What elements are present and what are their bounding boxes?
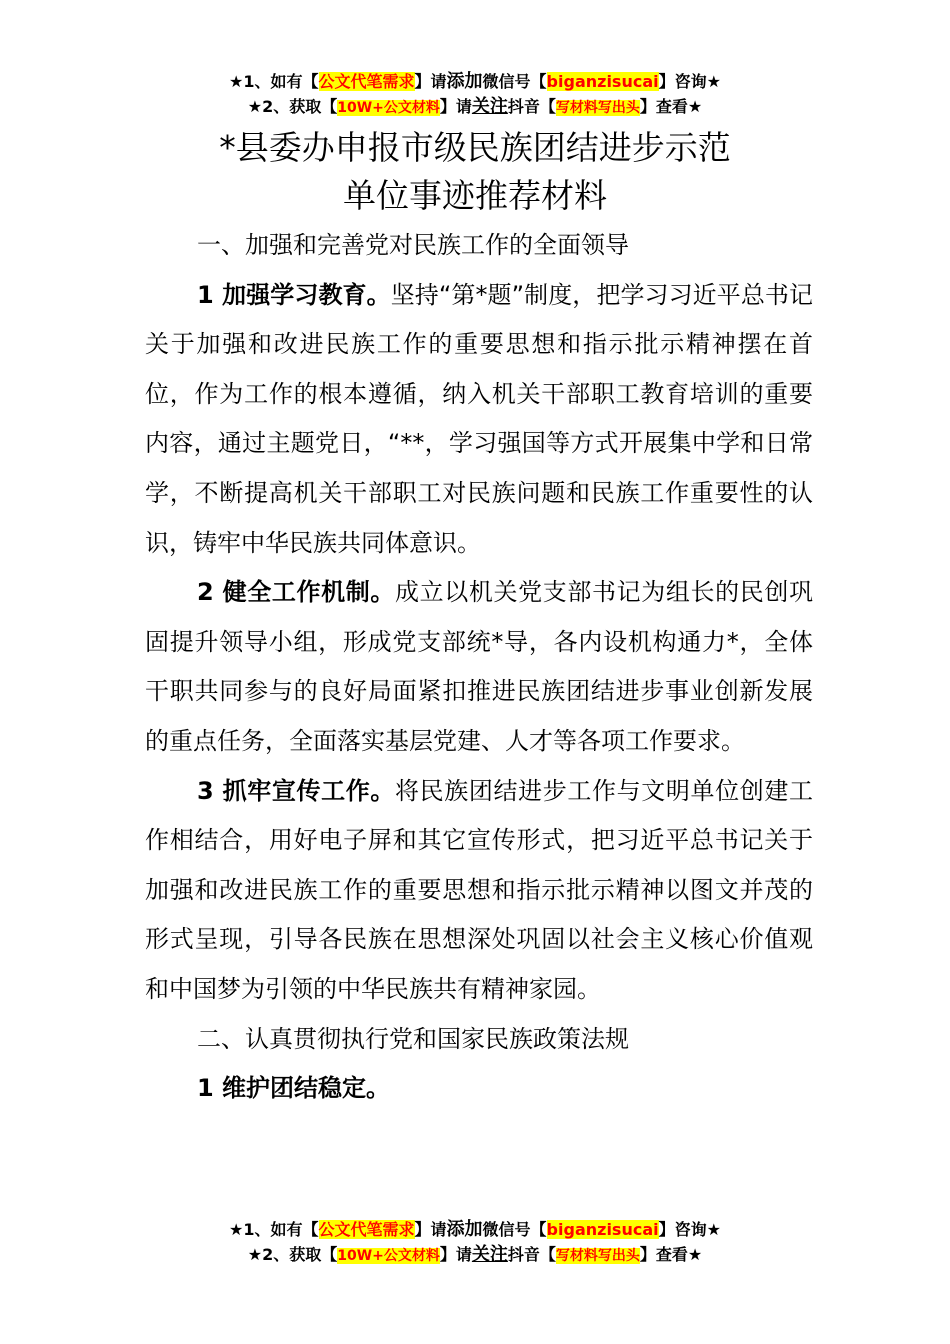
header-line2-mid2: 抖音【: [507, 97, 556, 116]
document-title-line-1: *县委办申报市级民族团结进步示范: [219, 128, 731, 167]
header-line2-mid1: 】请: [439, 97, 472, 116]
header-line1-mid2: 微信号【: [482, 72, 547, 91]
paragraph-4: [145, 1064, 813, 1114]
header-line1-suffix: 】咨询★: [658, 72, 721, 91]
footer-line2-mid2: 抖音【: [507, 1245, 556, 1264]
paragraph-2: [145, 568, 813, 766]
paragraph-1-lead: 1 加强学习教育。: [197, 280, 391, 309]
footer-line1-highlight-service: 公文代笔需求: [318, 1220, 415, 1239]
footer-ad-line-2: [0, 1243, 950, 1268]
header-ad-line-1: [0, 70, 950, 94]
paragraph-3: [145, 767, 813, 1015]
footer-line2-highlight-materials: 10W+公文材料: [337, 1248, 440, 1264]
paragraph-1-text: 坚持“第*题”制度，把学习习近平总书记关于加强和改进民族工作的重要思想和指示批示精神摆在首位，作为工作的根本遵循，纳入机关干部职工教育培训的重要内容，通过主题党日，“**，学习强国等方式开展集中学和日常学，不断提高机关干部职工对民族问题和民族工作重要性的认识，铸牢中华民族共同体意识。: [145, 280, 813, 557]
header-line2-prefix: ★2、获取【: [247, 97, 338, 116]
section-heading-2: 二、认真贯彻执行党和国家民族政策法规: [197, 1024, 629, 1053]
header-line1-prefix: ★1、如有【: [229, 72, 319, 91]
document-body: [145, 221, 813, 1114]
paragraph-3-text: 将民族团结进步工作与文明单位创建工作相结合，用好电子屏和其它宣传形式，把习近平总书记关于加强和改进民族工作的重要思想和指示批示精神以图文并茂的形式呈现，引导各民族在思想深处巩固以社会主义核心价值观和中国梦为引领的中华民族共有精神家园。: [145, 776, 814, 1003]
header-line1-highlight-wechat: biganzisucai: [546, 72, 659, 91]
header-line1-emph: 添加: [446, 71, 483, 92]
footer-line2-prefix: ★2、获取【: [247, 1245, 338, 1264]
footer-line1-mid1: 】请: [414, 1220, 447, 1239]
header-line2-suffix: 】查看★: [639, 97, 703, 116]
header-line2-highlight-materials: 10W+公文材料: [337, 100, 440, 116]
footer-line2-suffix: 】查看★: [639, 1245, 703, 1264]
header-line2-highlight-douyin: 写材料写出头: [555, 100, 640, 116]
paragraph-2-lead: 2 健全工作机制。: [197, 578, 396, 607]
footer-line2-mid1: 】请: [439, 1245, 472, 1264]
footer-line1-highlight-wechat: biganzisucai: [546, 1220, 659, 1239]
footer-ad-line-1: [0, 1218, 950, 1242]
header-ad-line-2: [0, 95, 950, 120]
section-heading-1: 一、加强和完善党对民族工作的全面领导: [197, 231, 629, 259]
header-line1-highlight-service: 公文代笔需求: [318, 72, 415, 91]
paragraph-1: [145, 271, 813, 569]
footer-line1-prefix: ★1、如有【: [229, 1220, 319, 1239]
paragraph-3-lead: 3 抓牢宣传工作。: [197, 776, 396, 805]
footer-line1-mid2: 微信号【: [482, 1220, 547, 1239]
paragraph-2-text: 成立以机关党支部书记为组长的民创巩固提升领导小组，形成党支部统*导，各内设机构通力*，全体干职共同参与的良好局面紧扣推进民族团结进步事业创新发展的重点任务，全面落实基层党建、人才等各项工作要求。: [145, 578, 814, 755]
paragraph-4-lead: 1 维护团结稳定。: [197, 1074, 391, 1103]
document-title-line-2: 单位事迹推荐材料: [343, 176, 607, 215]
footer-line2-emph: 关注: [471, 1244, 508, 1265]
header-line1-mid1: 】请: [414, 72, 447, 91]
footer-line1-suffix: 】咨询★: [658, 1220, 721, 1239]
footer-line2-highlight-douyin: 写材料写出头: [555, 1248, 640, 1264]
header-line2-emph: 关注: [471, 96, 508, 117]
footer-line1-emph: 添加: [446, 1219, 483, 1240]
